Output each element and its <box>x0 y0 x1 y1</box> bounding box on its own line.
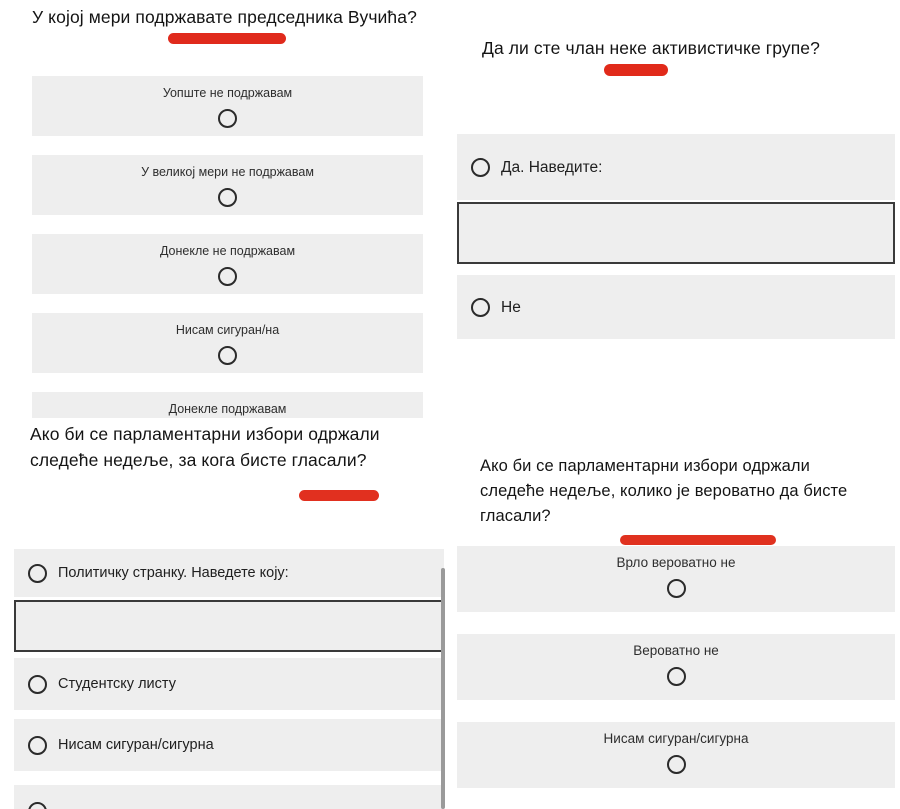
red-marker-stroke-2 <box>299 490 379 501</box>
radio-button[interactable] <box>218 188 237 207</box>
option-label: У великој мери не подржавам <box>141 165 314 179</box>
radio-button[interactable] <box>667 755 686 774</box>
free-text-input-party[interactable] <box>14 600 444 652</box>
panel-top-left <box>0 0 450 418</box>
option-label: Студентску листу <box>58 675 176 692</box>
radio-button[interactable] <box>471 158 490 177</box>
radio-button[interactable] <box>28 736 47 755</box>
option-label: Да. Наведите: <box>501 158 603 176</box>
option-row[interactable] <box>32 313 423 373</box>
option-row[interactable] <box>457 634 895 700</box>
radio-button[interactable] <box>667 579 686 598</box>
option-label: Не <box>501 298 521 316</box>
radio-button[interactable] <box>28 564 47 583</box>
option-row[interactable] <box>32 392 423 418</box>
red-marker-stroke-3 <box>604 64 668 76</box>
option-row[interactable] <box>14 549 444 597</box>
option-row[interactable] <box>14 658 444 710</box>
question-text-parliamentary-vote-likelihood: Ако би се парламентарни избори одржали следеће недеље, колико је вероватно да бисте гласали? <box>480 457 848 525</box>
option-row[interactable] <box>457 134 895 200</box>
option-row-clipped[interactable] <box>32 392 423 418</box>
radio-button[interactable] <box>28 675 47 694</box>
option-row[interactable] <box>32 155 423 215</box>
option-row[interactable] <box>457 722 895 788</box>
radio-button[interactable] <box>218 109 237 128</box>
option-label: Донекле не подржавам <box>159 244 296 258</box>
red-marker-stroke-4 <box>620 535 776 545</box>
option-row[interactable] <box>14 785 444 809</box>
option-label: Врло вероватно не <box>616 555 736 570</box>
option-label: Политичку странку. Наведете коју: <box>58 564 289 581</box>
option-label: Нисам сигуран/сигурна <box>603 731 749 746</box>
option-label: Нисам сигуран/на <box>175 323 280 337</box>
panel-bottom-left <box>0 418 450 809</box>
option-row[interactable] <box>457 546 895 612</box>
option-label: Уопште не подржавам <box>162 86 293 100</box>
option-label: Донекле подржавам <box>168 402 287 416</box>
radio-button[interactable] <box>218 267 237 286</box>
radio-button[interactable] <box>218 346 237 365</box>
option-row[interactable] <box>457 275 895 339</box>
option-label: Вероватно не <box>633 643 719 658</box>
question-text-support-president: У којој мери подржавате председника Вучића? <box>32 7 417 27</box>
vertical-scrollbar[interactable] <box>441 568 445 809</box>
red-marker-stroke-1 <box>168 33 286 44</box>
option-row[interactable] <box>32 234 423 294</box>
question-text-activist-group: Да ли сте члан неке активистичке групе? <box>482 38 820 58</box>
option-row[interactable] <box>32 76 423 136</box>
option-label: Нисам сигуран/сигурна <box>58 736 214 753</box>
option-row-clipped[interactable] <box>14 785 444 809</box>
panel-bottom-right <box>450 425 900 809</box>
option-row[interactable] <box>14 719 444 771</box>
radio-button[interactable] <box>667 667 686 686</box>
panel-top-right <box>450 0 900 425</box>
radio-button[interactable] <box>471 298 490 317</box>
free-text-input-group-name[interactable] <box>457 202 895 264</box>
question-text-parliamentary-vote-who: Ако би се парламентарни избори одржали следеће недеље, за кога бисте гласали? <box>30 424 380 470</box>
radio-button[interactable] <box>28 802 47 809</box>
